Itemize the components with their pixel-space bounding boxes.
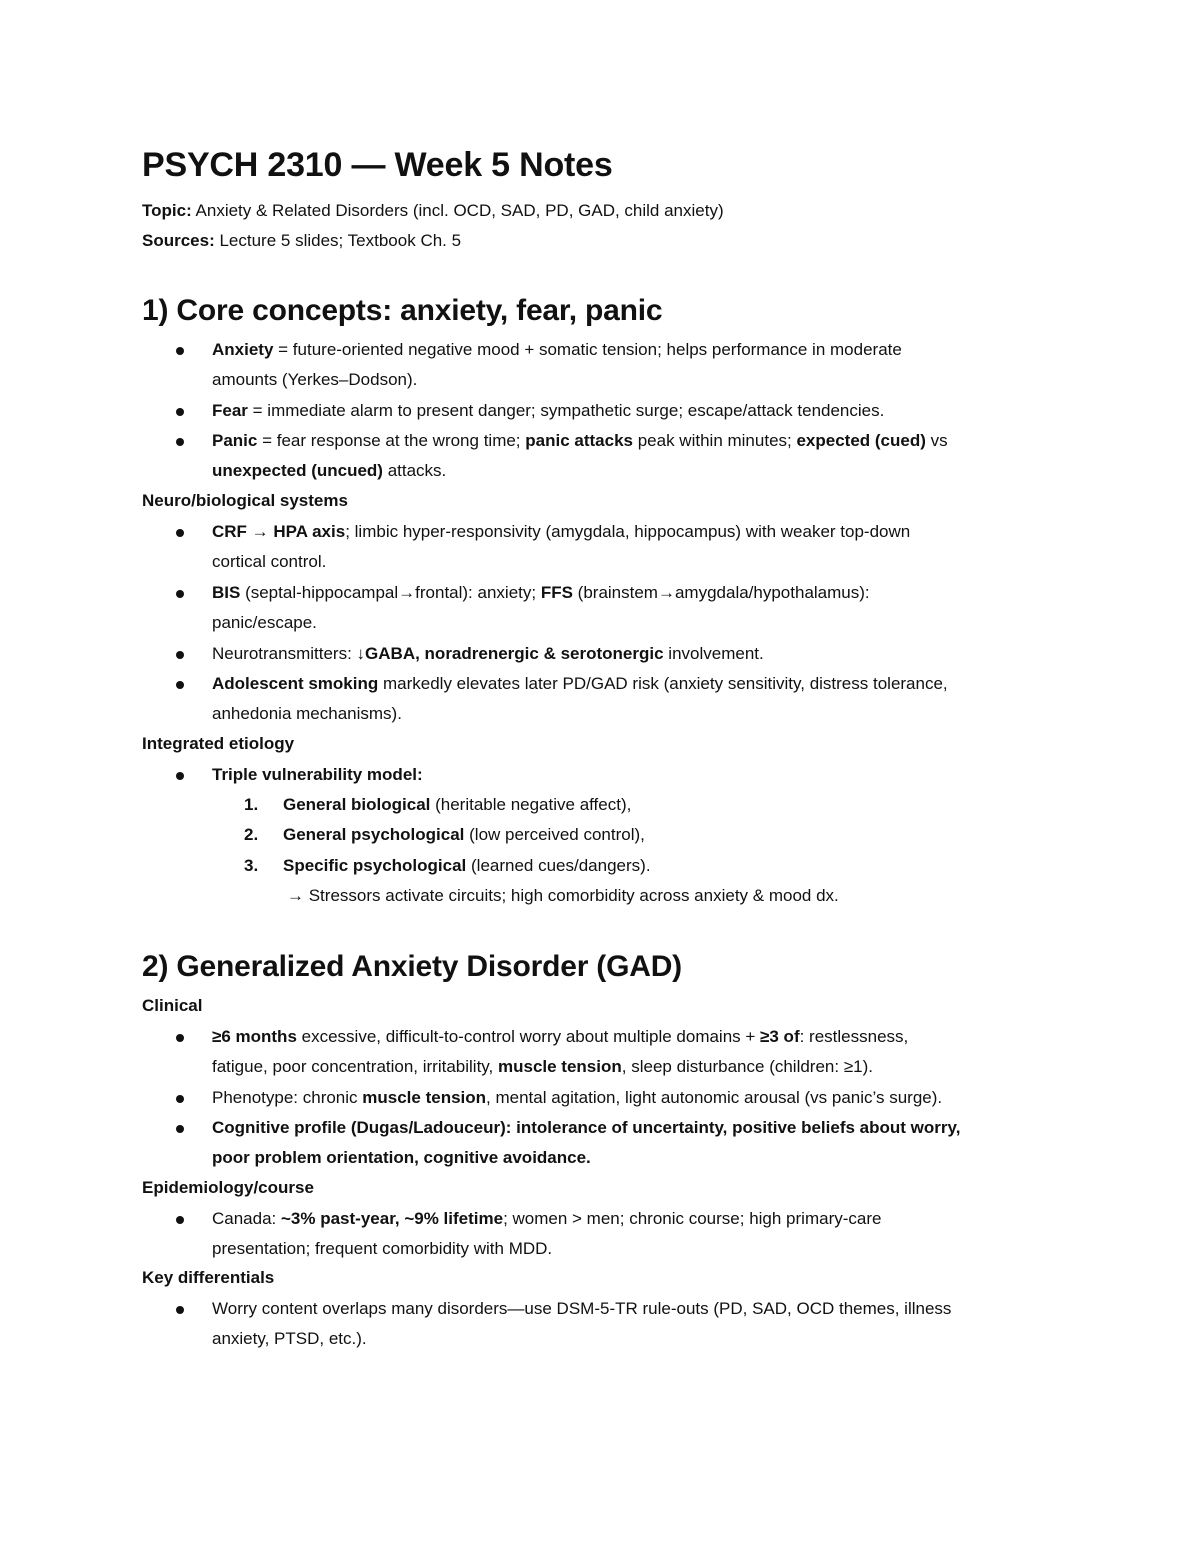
topic-text: Anxiety & Related Disorders (incl. OCD, SAD, PD, GAD, child anxiety) [191,201,724,220]
bis-bullet-cont: panic/escape. [212,613,317,632]
canada-bullet [212,1209,881,1229]
panic-term: Panic [212,431,258,450]
nt-text: Neurotransmitters: [212,644,357,663]
bis-term: BIS [212,583,241,602]
ffs-text: (brainstem→amygdala/hypothalamus): [572,583,870,602]
differentials-heading: Key differentials [142,1268,275,1287]
fear-definition: = immediate alarm to present danger; sympathetic surge; escape/attack tendencies. [247,401,885,420]
nt-term: ↓GABA, noradrenergic & serotonergic [356,644,664,663]
list-term: General psychological [283,825,465,844]
etiology-heading: Integrated etiology [142,734,295,753]
epidemiology-heading: Epidemiology/course [142,1178,314,1197]
differentials-bullet: Worry content overlaps many disorders—use DSM-5-TR rule-outs (PD, SAD, OCD themes, illness [212,1299,952,1318]
list-text: (low perceived control), [464,825,645,844]
fear-bullet [212,401,884,421]
list-number: 3. [244,856,259,875]
sources-text: Lecture 5 slides; Textbook Ch. 5 [214,231,462,250]
panic-bullet [212,431,948,451]
criteria-text: : restlessness, [799,1027,909,1046]
criteria-text: , sleep disturbance (children: ≥1). [621,1057,873,1076]
crf-text: ; limbic hyper-responsivity (amygdala, hippocampus) with weaker top-down [345,522,911,541]
panic-text: peak within minutes; [633,431,797,450]
anxiety-definition: = future-oriented negative mood + somatic tension; helps performance in moderate [273,340,902,359]
smoking-text: markedly elevates later PD/GAD risk (anxiety sensitivity, distress tolerance, [378,674,948,693]
triple-vulnerability-bullet: Triple vulnerability model: [212,765,423,784]
ffs-term: FFS [540,583,573,602]
bullet-icon [176,347,184,355]
canada-text: Canada: [212,1209,281,1228]
list-item [283,795,631,815]
gad-criteria-bullet-cont [212,1057,873,1077]
list-text: (learned cues/dangers). [466,856,651,875]
bis-text: (septal-hippocampal→frontal): anxiety; [240,583,541,602]
nt-text: involvement. [663,644,764,663]
muscle-tension-term: muscle tension [362,1088,487,1107]
bullet-icon [176,438,184,446]
bis-bullet [212,583,870,603]
bullet-icon [176,772,184,780]
expected-term: expected (cued) [796,431,926,450]
smoking-bullet [212,674,948,694]
sources-label: Sources: [142,231,215,250]
bullet-icon [176,1216,184,1224]
page-title: PSYCH 2310 — Week 5 Notes [142,146,613,184]
list-item [283,825,645,845]
list-item [283,856,651,876]
bullet-icon [176,1125,184,1133]
bullet-icon [176,590,184,598]
phenotype-bullet [212,1088,942,1108]
panic-text: = fear response at the wrong time; [257,431,526,450]
arrow-note: → Stressors activate circuits; high comorbidity across anxiety & mood dx. [287,886,839,905]
section-1-heading: 1) Core concepts: anxiety, fear, panic [142,294,663,327]
crf-bullet-cont: cortical control. [212,552,327,571]
list-number: 1. [244,795,259,814]
anxiety-bullet [212,340,902,360]
anxiety-term: Anxiety [212,340,274,359]
list-text: (heritable negative affect), [430,795,632,814]
smoking-bullet-cont: anhedonia mechanisms). [212,704,402,723]
bullet-icon [176,681,184,689]
crf-bullet [212,522,910,542]
duration-term: ≥6 months [212,1027,297,1046]
topic-label: Topic: [142,201,192,220]
differentials-bullet-cont: anxiety, PTSD, etc.). [212,1329,367,1348]
canada-text: ; women > men; chronic course; high primary-care [503,1209,882,1228]
list-term: General biological [283,795,431,814]
bullet-icon [176,1095,184,1103]
symptom-count-term: ≥3 of [760,1027,800,1046]
neuro-heading: Neuro/biological systems [142,491,348,510]
panic-text: vs [925,431,948,450]
bullet-icon [176,529,184,537]
topic-line [142,201,724,221]
cognitive-profile-bullet-cont: poor problem orientation, cognitive avoidance. [212,1148,591,1167]
panic-text: attacks. [382,461,447,480]
bullet-icon [176,651,184,659]
criteria-text: excessive, difficult-to-control worry about multiple domains + [296,1027,761,1046]
phenotype-text: , mental agitation, light autonomic arousal (vs panic’s surge). [486,1088,943,1107]
panic-attacks-term: panic attacks [525,431,633,450]
canada-bullet-cont: presentation; frequent comorbidity with MDD. [212,1239,553,1258]
criteria-text: fatigue, poor concentration, irritability, [212,1057,498,1076]
section-2-heading: 2) Generalized Anxiety Disorder (GAD) [142,950,682,983]
gad-criteria-bullet [212,1027,908,1047]
panic-bullet-cont [212,461,446,481]
fear-term: Fear [212,401,248,420]
bullet-icon [176,408,184,416]
list-term: Specific psychological [283,856,467,875]
crf-term: CRF → HPA axis [212,522,346,541]
clinical-heading: Clinical [142,996,203,1015]
prevalence-term: ~3% past-year, ~9% lifetime [281,1209,504,1228]
neurotransmitters-bullet [212,644,764,664]
bullet-icon [176,1306,184,1314]
sources-line [142,231,461,251]
cognitive-profile-bullet: Cognitive profile (Dugas/Ladouceur): intolerance of uncertainty, positive beliefs about worry, [212,1118,961,1137]
anxiety-bullet-cont: amounts (Yerkes–Dodson). [212,370,418,389]
muscle-tension-term: muscle tension [498,1057,622,1076]
phenotype-text: Phenotype: chronic [212,1088,363,1107]
unexpected-term: unexpected (uncued) [212,461,383,480]
smoking-term: Adolescent smoking [212,674,379,693]
list-number: 2. [244,825,259,844]
bullet-icon [176,1034,184,1042]
